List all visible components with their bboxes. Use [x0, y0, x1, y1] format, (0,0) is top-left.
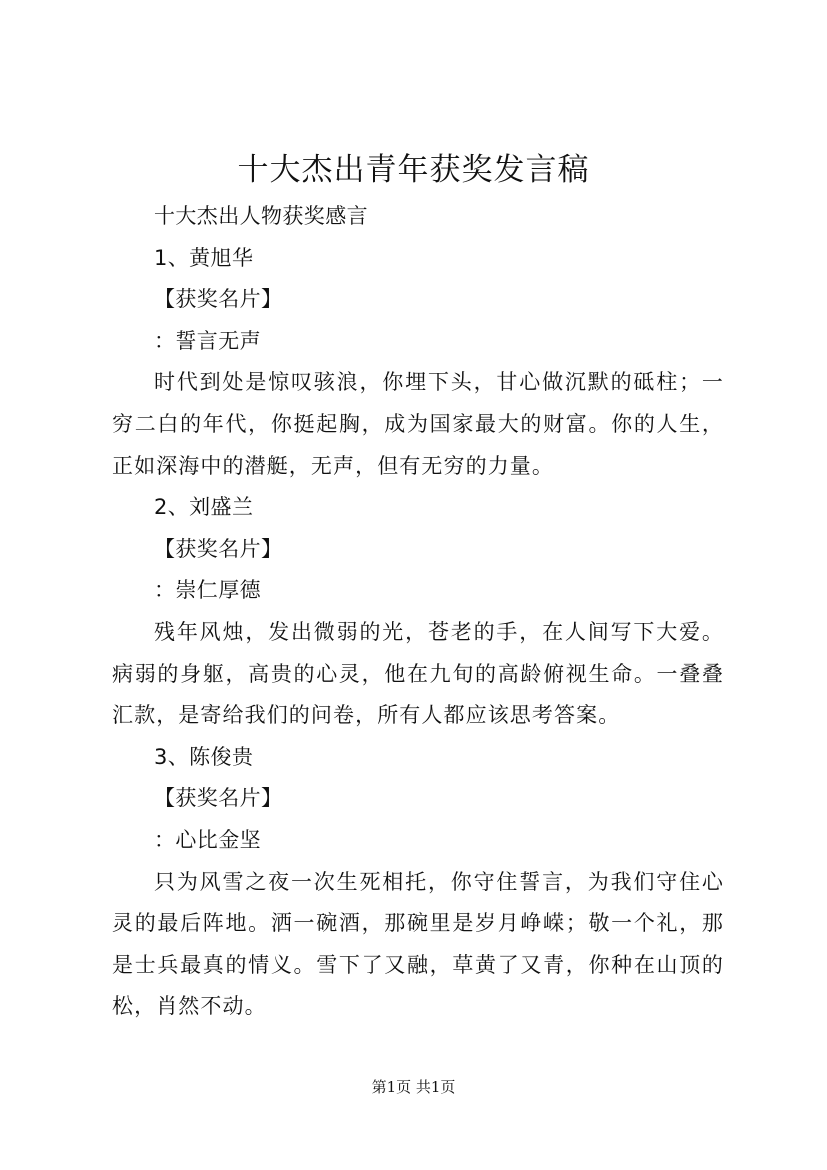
subtitle: 十大杰出人物获奖感言 — [154, 204, 368, 228]
entry-name: 3、陈俊贵 — [154, 744, 254, 769]
page-footer: 第1页 共1页 — [371, 1078, 456, 1096]
entry-3 — [112, 737, 724, 1028]
entry-name: 2、刘盛兰 — [154, 495, 254, 520]
entry-2 — [112, 487, 724, 737]
award-card-label: 【获奖名片】 — [154, 786, 283, 811]
entry-citation: 残年风烛，发出微弱的光，苍老的手，在人间写下大爱。病弱的身躯，高贵的心灵，他在九旬的高龄俯视生命。一叠叠汇款，是寄给我们的问卷，所有人都应该思考答案。 — [112, 619, 724, 728]
entry-citation: 只为风雪之夜一次生死相托，你守住誓言，为我们守住心灵的最后阵地。洒一碗酒，那碗里是岁月峥嵘；敬一个礼，那是士兵最真的情义。雪下了又融，草黄了又青，你种在山顶的松，肖然不动。 — [112, 869, 724, 1019]
document-title: 十大杰出青年获奖发言稿 — [237, 152, 590, 188]
entry-citation: 时代到处是惊叹骇浪，你埋下头，甘心做沉默的砥柱；一穷二白的年代，你挺起胸，成为国家最大的财富。你的人生，正如深海中的潜艇，无声，但有无穷的力量。 — [112, 370, 724, 478]
entry-1 — [112, 238, 724, 488]
entry-motto: ：誓言无声 — [154, 328, 261, 353]
entry-motto: ：崇仁厚德 — [154, 578, 261, 603]
award-card-label: 【获奖名片】 — [154, 287, 283, 312]
entry-motto: ：心比金坚 — [154, 827, 261, 852]
document-body — [112, 196, 724, 1028]
award-card-label: 【获奖名片】 — [154, 536, 283, 561]
entry-name: 1、黄旭华 — [154, 245, 254, 270]
